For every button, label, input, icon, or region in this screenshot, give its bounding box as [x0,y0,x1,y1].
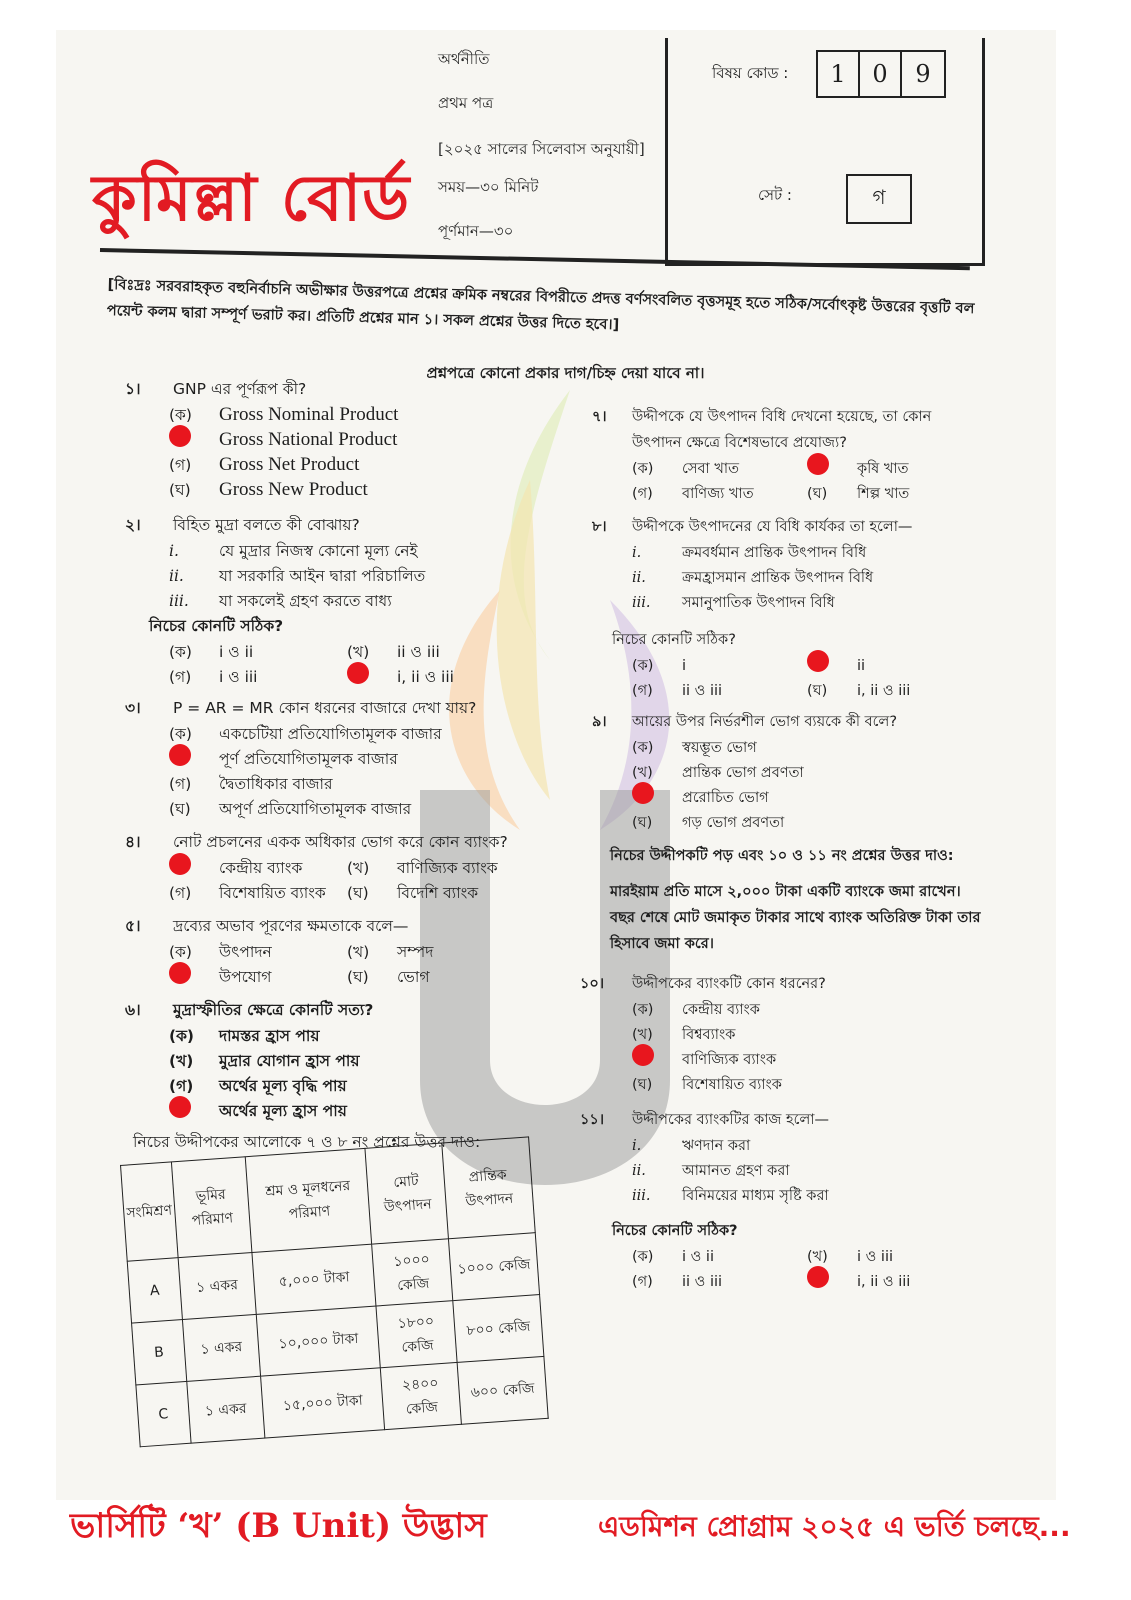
question-text: বিহিত মুদ্রা বলতে কী বোঝায়? [173,516,360,534]
marked-answer-dot [169,744,191,766]
question-lead: নিচের কোনটি সঠিক? [149,617,284,635]
table-header: প্রান্তিক উৎপাদন [442,1137,535,1239]
question-text: উদ্দীপকে যে উৎপাদন বিধি দেখনো হয়েছে, তা কোন উৎপাদন ক্ষেত্রে বিশেষভাবে প্রযোজ্য? [632,409,932,451]
table-header: ভূমির পরিমাণ [171,1157,252,1258]
question-5: ৫। দ্রব্যের অভাব পূরণের ক্ষমতাকে বলে— [125,913,525,939]
table-header: মোট উৎপাদন [365,1143,448,1244]
question-text: উদ্দীপকে উৎপাদনের যে বিধি কার্যকর তা হলো— [632,519,913,535]
subject-code-label: বিষয় কোড : [712,64,789,82]
marked-answer-dot [632,782,654,804]
subject-code-box [665,38,985,266]
stimulus-text: মারইয়াম প্রতি মাসে ২,০০০ টাকা একটি ব্যাংকে জমা রাখেন। বছর শেষে মোট জমাকৃত টাকার সাথে ব্যাংক অতিরিক্ত টাকা তার হিসাবে জমা করে। [610,884,981,952]
code-digit: 0 [860,52,902,96]
right-column: ৭। উদ্দীপকে যে উৎপাদন বিধি দেখনো হয়েছে, তা কোন উৎপাদন ক্ষেত্রে বিশেষভাবে প্রযোজ্য? (ক) সেবা খাত কৃষি খাত (গ) বাণিজ্য খাত (ঘ) শিল্প খাত ৮। উদ্দীপকে উৎপাদনের যে বিধি কার্যকর তা হলো— i. ক্রমবর্ধমান প্রান্তিক উৎপাদন বিধি ii. ক্রমহ্রাসমান প্রান্তিক উৎপাদন বিধি iii. সমানুপাতিক উৎপাদন বিধি নিচের কোনটি সঠিক? (ক) i ii (গ) ii ও iii (ঘ) i, ii ও iii ৯। আয়ের উপর নির্ভরশীল ভোগ ব্যয়কে কী বলে? (ক) স্বয়ম্ভূত ভোগ (খ) প্রান্তিক ভোগ প্রবণতা প্ররোচিত ভোগ (ঘ) গড় ভোগ প্রবণতা নিচের উদ্দীপকটি পড় এবং ১০ ও ১১ নং প্রশ্নের উত্তর দাও: মারইয়াম প্রতি মাসে ২,০০০ টাকা একটি ব্যাংকে জমা রাখেন। বছর শেষে মোট জমাকৃত টাকার সাথে ব্যাংক অতিরিক্ত টাকা তার হিসাবে জমা করে। ১০। উদ্দীপকের ব্যাংকটি কোন ধরনের? (ক) কেন্দ্রীয় ব্যাংক (খ) বিশ্বব্যাংক বাণিজ্যিক ব্যাংক (ঘ) বিশেষায়িত ব্যাংক ১১। উদ্দীপকের ব্যাংকটির কাজ হলো— i. ঋণদান করা ii. আমানত গ্রহণ করা iii. বিনিময়ের মাধ্যম সৃষ্টি করা নিচের কোনটি সঠিক? (ক) i ও ii (খ) i ও iii (গ) ii ও iii i, ii ও iii [592,404,982,1294]
question-text: GNP এর পূর্ণরূপ কী? [173,380,307,398]
full-marks: পূর্ণমান—৩০ [438,222,514,240]
question-text: উদ্দীপকের ব্যাংকটির কাজ হলো— [632,1112,829,1128]
question-9: ৯। আয়ের উপর নির্ভরশীল ভোগ ব্যয়কে কী বলে? [592,709,982,735]
syllabus-note: [২০২৫ সালের সিলেবাস অনুযায়ী] [438,140,645,158]
question-1: ১। GNP এর পূর্ণরূপ কী? [125,376,525,402]
stimulus-heading: নিচের উদ্দীপকের আলোকে ৭ ও ৮ নং প্রশ্নের উত্তর দাও: [133,1133,481,1151]
board-title: কুমিল্লা বোর্ড [92,161,411,236]
notice: প্রশ্নপত্রে কোনো প্রকার দাগ/চিহ্ন দেয়া যাবে না। [426,364,705,382]
question-text: নোট প্রচলনের একক অধিকার ভোগ করে কোন ব্যাংক? [173,833,508,851]
question-4: ৪। নোট প্রচলনের একক অধিকার ভোগ করে কোন ব্যাংক? [125,829,525,855]
option: Gross National Product [219,428,398,450]
subject-code-digits [816,50,946,98]
option: Gross New Product [219,478,368,500]
left-column: ১। GNP এর পূর্ণরূপ কী? (ক) Gross Nominal Product Gross National Product (গ) Gross Net Product (ঘ) Gross New Product ২। বিহিত মুদ্রা বলতে কী বোঝায়? i. যে মুদ্রার নিজস্ব কোনো মূল্য নেই ii. যা সরকারি আইন দ্বারা পরিচালিত iii. যা সকলেই গ্রহণ করতে বাধ্য নিচের কোনটি সঠিক? (ক) i ও ii (খ) ii ও iii (গ) i ও iii i, ii ও iii ৩। P = AR = MR কোন ধরনের বাজারে দেখা যায়? (ক) একচেটিয়া প্রতিযোগিতামূলক বাজার পূর্ণ প্রতিযোগিতামূলক বাজার (গ) দ্বৈতাধিকার বাজার (ঘ) অপূর্ণ প্রতিযোগিতামূলক বাজার ৪। নোট প্রচলনের একক অধিকার ভোগ করে কোন ব্যাংক? কেন্দ্রীয় ব্যাংক (খ) বাণিজ্যিক ব্যাংক (গ) বিশেষায়িত ব্যাংক (ঘ) বিদেশি ব্যাংক ৫। দ্রব্যের অভাব পূরণের ক্ষমতাকে বলে— (ক) উৎপাদন (খ) সম্পদ উপযোগ (ঘ) ভোগ ৬। মুদ্রাস্ফীতির ক্ষেত্রে কোনটি সত্য? (ক) দামস্তর হ্রাস পায় (খ) মুদ্রার যোগান হ্রাস পায় (গ) অর্থের মূল্য বৃদ্ধি পায় অর্থের মূল্য হ্রাস পায় নিচের উদ্দীপকের আলোকে ৭ ও ৮ নং প্রশ্নের উত্তর দাও: [125,376,525,1155]
question-6: ৬। মুদ্রাস্ফীতির ক্ষেত্রে কোনটি সত্য? [125,997,525,1023]
marked-answer-dot [347,662,369,684]
question-7: ৭। উদ্দীপকে যে উৎপাদন বিধি দেখনো হয়েছে, তা কোন উৎপাদন ক্ষেত্রে বিশেষভাবে প্রযোজ্য? [592,404,982,456]
question-lead: নিচের কোনটি সঠিক? [612,1223,738,1239]
table-header: শ্রম ও মূলধনের পরিমাণ [245,1148,372,1252]
code-digit: 9 [915,60,931,88]
marked-answer-dot [807,453,829,475]
marked-answer-dot [169,1096,191,1118]
question-3: ৩। P = AR = MR কোন ধরনের বাজারে দেখা যায়? [125,695,525,721]
marked-answer-dot [169,962,191,984]
set-value: গ [846,174,912,224]
question-11: ১১। উদ্দীপকের ব্যাংকটির কাজ হলো— [580,1107,982,1133]
stimulus-heading: নিচের উদ্দীপকটি পড় এবং ১০ ও ১১ নং প্রশ্নের উত্তর দাও: [610,848,954,864]
subject-name: অর্থনীতি [438,50,490,68]
question-text: মুদ্রাস্ফীতির ক্ষেত্রে কোনটি সত্য? [173,1001,374,1019]
question-text: উদ্দীপকের ব্যাংকটি কোন ধরনের? [632,976,826,992]
option: Gross Net Product [219,453,360,475]
question-8: ৮। উদ্দীপকে উৎপাদনের যে বিধি কার্যকর তা হলো— [592,514,982,540]
code-digit: 1 [818,52,860,96]
question-2: ২। বিহিত মুদ্রা বলতে কী বোঝায়? [125,512,525,538]
question-text: দ্রব্যের অভাব পূরণের ক্ষমতাকে বলে— [173,917,409,935]
marked-answer-dot [169,425,191,447]
marked-answer-dot [807,650,829,672]
marked-answer-dot [632,1044,654,1066]
question-lead: নিচের কোনটি সঠিক? [612,632,736,648]
table-header: সংমিশ্রণ [121,1162,178,1261]
marked-answer-dot [807,1266,829,1288]
marked-answer-dot [169,853,191,875]
footer-promo: এডমিশন প্রোগ্রাম ২০২৫ এ ভর্তি চলছে... [598,1510,1071,1543]
question-10: ১০। উদ্দীপকের ব্যাংকটি কোন ধরনের? [580,971,982,997]
table-row: B ১ একর ১০,০০০ টাকা ১৮০০ কেজি ৮০০ কেজি [132,1295,544,1385]
table-row: C ১ একর ১৫,০০০ টাকা ২৪০০ কেজি ৬০০ কেজি [136,1356,548,1446]
exam-time: সময়—৩০ মিনিট [438,178,539,196]
option: Gross Nominal Product [219,403,399,425]
question-text: P = AR = MR কোন ধরনের বাজারে দেখা যায়? [173,699,477,717]
paper-name: প্রথম পত্র [438,94,494,112]
footer-brand: ভার্সিটি ‘খ’ (B Unit) উদ্ভাস [70,1506,487,1546]
table-row: A ১ একর ৫,০০০ টাকা ১০০০ কেজি ১০০০ কেজি [127,1233,539,1323]
question-text: আয়ের উপর নির্ভরশীল ভোগ ব্যয়কে কী বলে? [632,714,898,730]
production-table [120,1136,549,1447]
instructions: [বিঃদ্রঃ সরবরাহকৃত বহুনির্বাচনি অভীক্ষার উত্তরপত্রে প্রশ্নের ক্রমিক নম্বরের বিপরীতে প্রদত্ত বর্ণসংবলিত বৃত্তসমূহ হতে সঠিক/সর্বোৎকৃষ্ট উত্তরের বৃত্তটি বল পয়েন্ট কলম দ্বারা সম্পূর্ণ ভরাট কর। প্রতিটি প্রশ্নের মান ১। সকল প্রশ্নের উত্তর দিতে হবে।] [106,276,975,334]
set-label: সেট : [758,186,792,204]
